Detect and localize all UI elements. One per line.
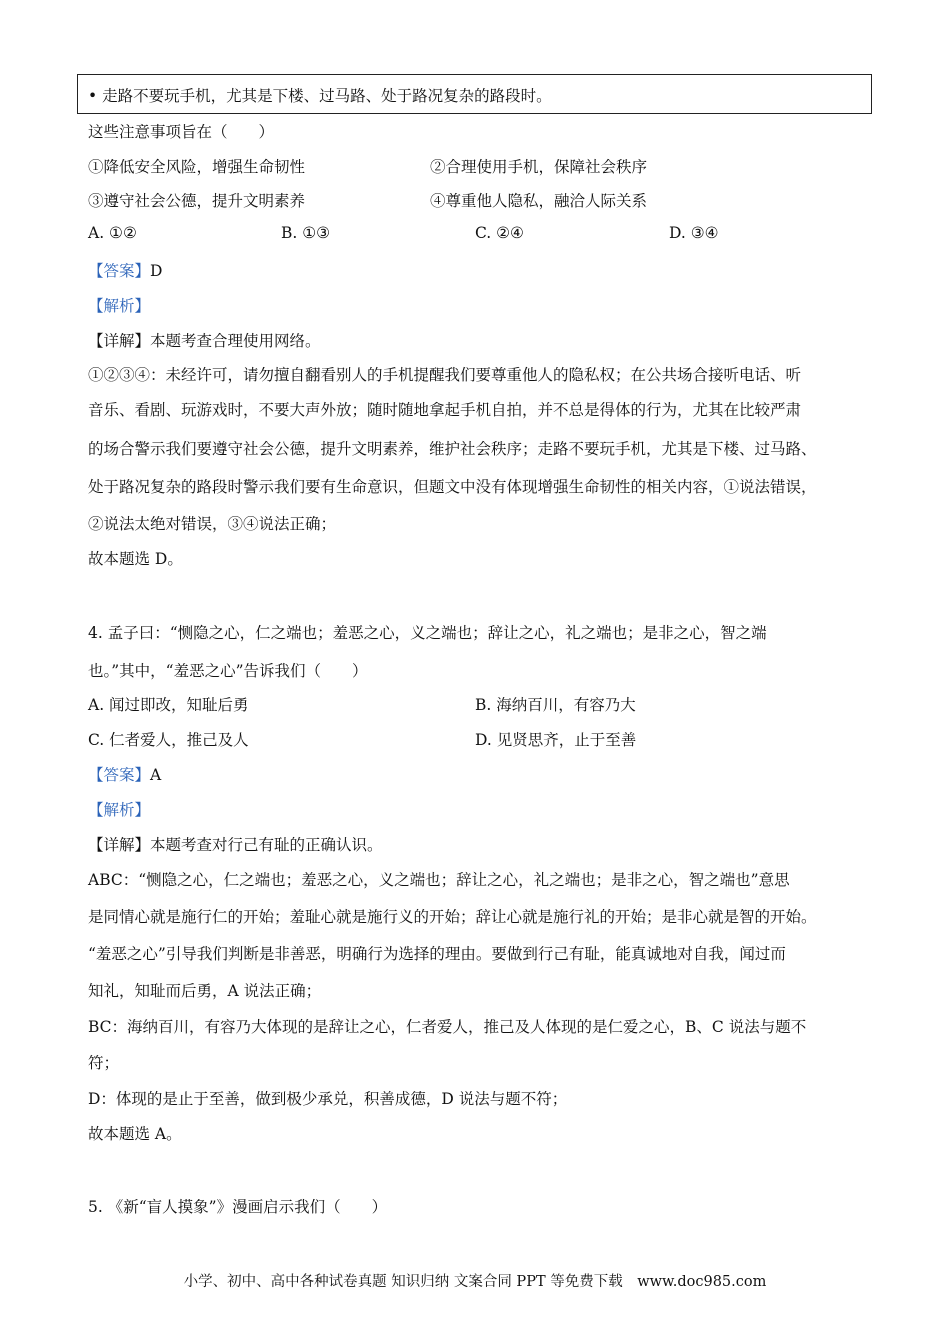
q4-conclusion: 故本题选 A。	[88, 1125, 182, 1143]
q4-detail	[88, 833, 383, 855]
q3-answer	[88, 259, 162, 281]
q4-option-b: B. 海纳百川，有容乃大	[475, 696, 636, 714]
q3-option-c: C. ②④	[475, 224, 524, 242]
q4-option-d: D. 见贤思齐，止于至善	[475, 731, 637, 749]
detail-tag: 【详解】	[88, 836, 151, 854]
answer-tag: 【答案】	[88, 262, 151, 280]
q3-item-3: ③遵守社会公德，提升文明素养	[88, 192, 306, 210]
detail-tag: 【详解】	[88, 332, 151, 350]
q4-answer	[88, 763, 161, 785]
answer-value: D	[150, 262, 163, 280]
notice-box	[77, 74, 872, 114]
q3-option-b: B. ①③	[281, 224, 331, 242]
q4-analysis-tag: 【解析】	[88, 801, 151, 819]
q3-explain-line: 处于路况复杂的路段时警示我们要有生命意识，但题文中没有体现增强生命韧性的相关内容，①说法错误，	[88, 478, 817, 496]
q4-explain-line: ABC：“恻隐之心，仁之端也；羞恶之心，义之端也；辞让之心，礼之端也；是非之心，智之端也”意思	[88, 871, 790, 889]
q3-explain-line: ②说法太绝对错误，③④说法正确；	[88, 515, 337, 533]
q3-detail	[88, 329, 321, 351]
q3-item-1: ①降低安全风险，增强生命韧性	[88, 158, 306, 176]
q4-option-c: C. 仁者爱人，推己及人	[88, 731, 249, 749]
page-footer: 小学、初中、高中各种试卷真题 知识归纳 文案合同 PPT 等免费下载 www.doc985.com	[183, 1274, 767, 1290]
q4-stem-line2: 也。”其中，“羞恶之心”告诉我们（ ）	[88, 662, 368, 680]
detail-intro: 本题考查合理使用网络。	[150, 332, 321, 350]
q3-analysis-tag: 【解析】	[88, 297, 151, 315]
q3-conclusion: 故本题选 D。	[88, 550, 183, 568]
answer-tag: 【答案】	[88, 766, 151, 784]
q4-stem-line1: 4. 孟子曰：“恻隐之心，仁之端也；羞恶之心，义之端也；辞让之心，礼之端也；是非之心，智之端	[88, 624, 767, 642]
q3-option-a: A. ①②	[88, 224, 137, 242]
q3-item-4: ④尊重他人隐私，融洽人际关系	[430, 192, 648, 210]
q3-item-2: ②合理使用手机，保障社会秩序	[430, 158, 648, 176]
q4-explain-line: BC：海纳百川，有容乃大体现的是辞让之心，仁者爱人，推己及人体现的是仁爱之心，B、C 说法与题不	[88, 1018, 807, 1036]
q3-explain-line: 音乐、看剧、玩游戏时，不要大声外放；随时随地拿起手机自拍，并不总是得体的行为，尤其在比较严肃	[88, 401, 802, 419]
q3-explain-line: 的场合警示我们要遵守社会公德，提升文明素养，维护社会秩序；走路不要玩手机，尤其是下楼、过马路、	[88, 440, 817, 458]
q4-explain-line: “羞恶之心”引导我们判断是非善恶，明确行为选择的理由。要做到行己有耻，能真诚地对自我，闻过而	[88, 945, 786, 963]
q4-option-a: A. 闻过即改，知耻后勇	[88, 696, 249, 714]
q3-option-d: D. ③④	[669, 224, 719, 242]
q4-explain-line: 知礼，知耻而后勇，A 说法正确；	[88, 982, 322, 1000]
q4-explain-line: 符；	[88, 1054, 120, 1072]
q3-stem: 这些注意事项旨在（ ）	[88, 123, 275, 141]
q4-explain-line: D：体现的是止于至善，做到极少承兑，积善成德，D 说法与题不符；	[88, 1090, 568, 1108]
q4-explain-line: 是同情心就是施行仁的开始；羞耻心就是施行义的开始；辞让心就是施行礼的开始；是非心就是智的开始。	[88, 908, 817, 926]
notice-text: • 走路不要玩手机，尤其是下楼、过马路、处于路况复杂的路段时。	[88, 87, 552, 105]
q3-explain-line: ①②③④：未经许可，请勿擅自翻看别人的手机提醒我们要尊重他人的隐私权；在公共场合接听电话、听	[88, 366, 802, 384]
detail-intro: 本题考查对行己有耻的正确认识。	[150, 836, 383, 854]
answer-value: A	[150, 766, 162, 784]
q5-stem: 5. 《新“盲人摸象”》漫画启示我们（ ）	[88, 1198, 388, 1216]
